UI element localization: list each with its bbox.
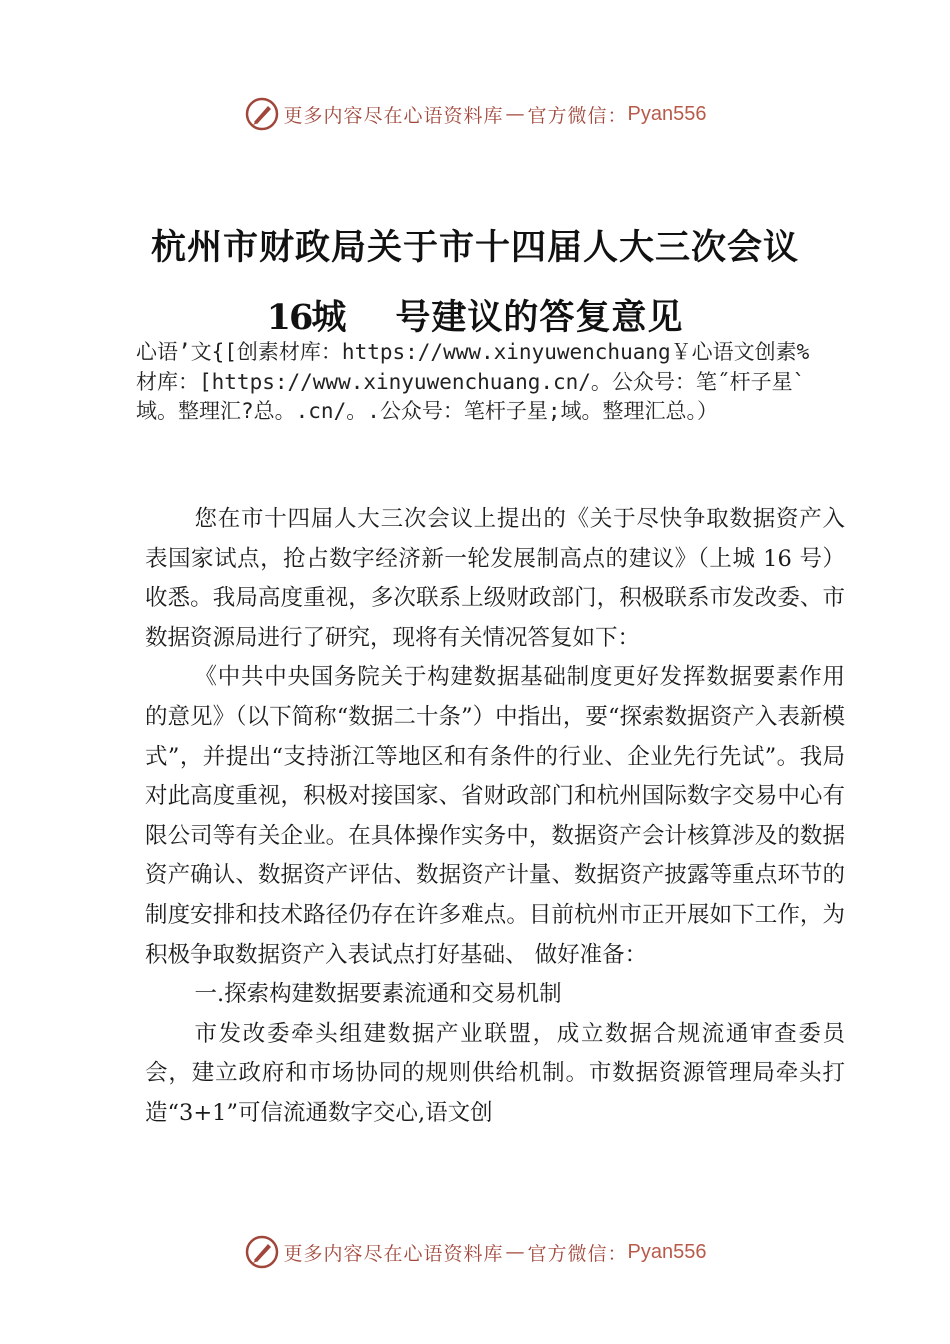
body-paragraph: 《中共中央国务院关于构建数据基础制度更好发挥数据要素作用的意见》（以下简称“数据二十条”）中指出，要“探索数据资产入表新模式”，并提出“支持浙江等地区和有条件的行业、企业先行先试”。我局对此高度重视，积极对接国家、省财政部门和杭州国际数字交易中心有限公司等有关企业。在具体操作实务中，数据资产会计核算涉及的数据资产确认、数据资产评估、数据资产计量、数据资产披露等重点环节的制度安排和技术路径仍存在许多难点。目前杭州市正开展如下工作，为积极争取数据资产入表试点打好基础、 做好准备： (145, 664, 845, 968)
document-title-line-2 (0, 290, 950, 340)
banner-separator: — (505, 1241, 526, 1263)
banner-text: 更多内容尽在心语资料库 (283, 1242, 504, 1265)
source-watermark-text: 心语’文{[创素材库：https://www.xinyuwenchuang￥心语文创素%材库：[https://www.xinyuwenchuang.cn/。公众号：笔˝杆子星`域。整理汇?总。.cn/。.公众号：笔杆子星;域。整理汇总。） (136, 340, 810, 423)
banner-wechat-label: 官方微信： (527, 104, 628, 127)
section-heading: 一.探索构建数据要素流通和交易机制 (194, 981, 562, 1008)
banner-text: 更多内容尽在心语资料库 (283, 104, 504, 127)
pen-logo-icon (244, 96, 280, 132)
pen-logo-icon (244, 1234, 280, 1270)
title-proposal-number: 16 (266, 297, 312, 338)
banner-wechat-id: Pyan556 (627, 1240, 707, 1263)
banner-wechat-label: 官方微信： (527, 1242, 628, 1265)
title-district: 城 (311, 297, 348, 338)
title-suffix: 号建议的答复意见 (395, 297, 684, 338)
document-title-line-1: 杭州市财政局关于市十四届人大三次会议 (150, 227, 799, 268)
header-banner (0, 94, 950, 134)
banner-wechat-id: Pyan556 (627, 102, 707, 125)
document-body (145, 500, 845, 1134)
body-paragraph: 您在市十四届人大三次会议上提出的《关于尽快争取数据资产入表国家试点，抢占数字经济新一轮发展制高点的建议》（上城 16 号）收悉。我局高度重视，多次联系上级财政部门，积极联系市发改委、市数据资源局进行了研究，现将有关情况答复如下： (145, 506, 845, 651)
banner-separator: — (505, 103, 526, 125)
footer-banner (0, 1232, 950, 1272)
body-paragraph: 市发改委牵头组建数据产业联盟，成立数据合规流通审查委员会，建立政府和市场协同的规则供给机制。市数据资源管理局牵头打造“3+1”可信流通数字交心,语文创 (145, 1020, 845, 1126)
